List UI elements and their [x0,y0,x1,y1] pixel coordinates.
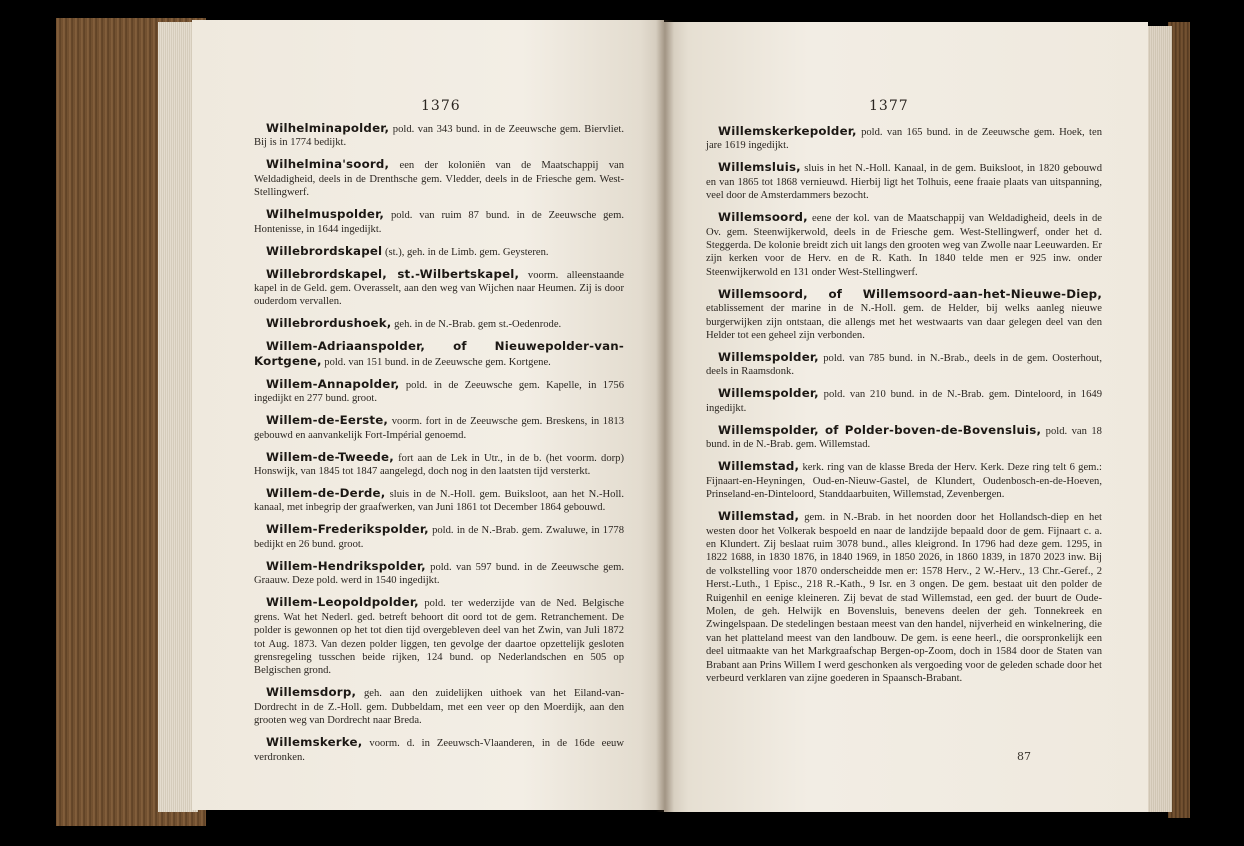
signature-mark: 87 [1017,750,1031,763]
entry-text: pold. van ruim 87 bund. in de Zeeuwsche gem. Hontenisse, in 1644 ingedijkt. [254,210,624,235]
entry-text: pold. van 18 bund. in de N.-Brab. gem. Willemstad. [706,425,1102,451]
dictionary-entry [706,510,1102,685]
entry-headword: Wilhelmuspolder, [266,207,385,222]
entry-headword: Willebrordskapel [266,243,383,258]
dictionary-entry [254,523,624,551]
entry-text: een der koloniën van de Maatschappij van Weldadigheid, deels in de Drenthsche gem. Vledder, deels in de Friesche gem. West-Stellingwerf. [254,160,624,199]
entry-headword: Willemsluis, [718,160,801,175]
entry-headword: Willem-de-Tweede, [266,449,394,464]
entry-headword: Willemskerke, [266,735,363,750]
entry-headword: Willem-Adriaanspolder, of Nieuwepolder-van-Kortgene, [254,339,624,368]
dictionary-entry [254,122,624,150]
entry-text: (st.), geh. in de Limb. gem. Geysteren. [382,246,549,258]
right-page-number: 1377 [869,98,909,114]
entry-text: kerk. ring van de klasse Breda der Herv. Kerk. Deze ring telt 6 gem.: Fijnaart-en-Heyningen, Oud-en-Nieuw-Gastel, de Klundert, Oudenbosch-en-de-Hoeven, Prinseland-en-Dinteloord, Standdaarbuiten, Willemstad, Zevenbergen. [706,462,1102,501]
entry-headword: Willem-de-Eerste, [266,413,389,428]
dictionary-entry [706,424,1102,452]
entry-text: pold. ter wederzijde van de Ned. Belgische grens. Wat het Nederl. ged. betreft behoort dit oord tot de gem. Retranchement. De polder is gewonnen op het tot dien tijd overgebleven deel van het Zwin, van Juli 1872 tot Aug. 1873. Van dezen polder liggen, ten gevolge der daartoe opzettelijk gesloten grensregeling tusschen beide rijken, 124 bund. op Nederlandschen en 505 op Belgischen grond. [254,598,624,677]
entry-text: voorm. alleenstaande kapel in de Geld. gem. Overasselt, aan den weg van Wijchen naar Heumen. Zij is door ouderdom vervallen. [254,269,624,308]
dictionary-entry [706,288,1102,343]
entry-text: gem. in N.-Brab. in het noorden door het Hollandsch-diep en het westen door het Volkerak bespoeld en naar de landzijde bepaald door de gem. Fijnaart c. a. en Klundert. Zij beslaat ruim 3078 bund., alles kleigrond. In 1796 had deze gem. 1295, in 1822 1688, in 1830 1876, in 1840 1969, in 1850 2026, in 1860 1839, in 1870 2023 inw. Bij de volkstelling voor 1870 onderscheidde men er: 1578 Herv., 2 W.-Herv., 13 Chr.-Geref., 2 Herst.-Luth., 1 Episc., 218 R.-Kath., 9 Isr. en 3 ongen. De gem. bestaat uit den polder de Ruigenhil en eenige kleineren. Zij bevat de stad Willemstad, een ged. der buurt de Oude-Molen, de geh. Helwijk en Bovensluis, benevens deelen der geh. Tonnekreek en Zwingelspaan. De stedelingen bestaan meest van den handel, nijverheid en winkelnering, die van het platteland meest van den landbouw. De gem. is eene heerl., die oorspronkelijk een deel uitmaakte van het Markgraafschap Bergen-op-Zoom, doch in 1584 door de Staten van Brabant aan Prins Willem I werd geschonken als vergoeding voor de geleden schade door het verbeurd verklaren van zijne goederen in Spaansch-Brabant. [706,512,1102,684]
dictionary-entry [254,340,624,369]
entry-headword: Willemspolder, of Polder-boven-de-Bovensluis, [718,422,1042,437]
entry-headword: Willem-Hendrikspolder, [266,558,426,573]
entry-headword: Willemsoord, of Willemsoord-aan-het-Nieuwe-Diep, [718,286,1102,301]
book-gutter [656,20,674,812]
entry-headword: Willemstad, [718,459,800,474]
entry-text: voorm. fort in de Zeeuwsche gem. Breskens, in 1813 gebouwd en aanvankelijk Fort-Impérial genoemd. [254,416,624,441]
dictionary-entry [254,317,624,331]
entry-headword: Willem-Leopoldpolder, [266,595,419,610]
entry-text: voorm. d. in Zeeuwsch-Vlaanderen, in de 16de eeuw verdronken. [254,738,624,763]
entry-headword: Willebrordushoek, [266,316,392,331]
entry-headword: Willemspolder, [718,350,819,365]
dictionary-entry [254,686,624,727]
left-page-number: 1376 [421,98,461,114]
dictionary-entry [254,560,624,588]
dictionary-entry [254,208,624,236]
entry-headword: Willemsoord, [718,210,808,225]
entry-text: pold. van 343 bund. in de Zeeuwsche gem. Biervliet. Bij is in 1774 bedijkt. [254,124,624,149]
entry-text: eene der kol. van de Maatschappij van Weldadigheid, deels in de Ov. gem. Steenwijkerwold, deels in de Friesche gem. West-Stellingwerf, onder het d. Steggerda. De kolonie breidt zich uit langs den grooten weg van Zwolle naar Leeuwarden. Er zijn kerken voor de Herv. en de R. Kath. In 1840 telde men er 925 inw. onder Steenwijkerwold en 131 onder West-Stellingwerf. [706,213,1102,278]
entry-headword: Wilhelmina'soord, [266,157,390,172]
entry-headword: Willemsdorp, [266,685,357,700]
entry-text: pold. van 151 bund. in de Zeeuwsche gem. Kortgene. [321,356,551,368]
entry-text: sluis in het N.-Holl. Kanaal, in de gem. Buiksloot, in 1820 gebouwd en van 1865 tot 1868 vernieuwd. Hierbij ligt het Tolhuis, eene fraaie plaats van uitspanning, veel door de Amsterdammers bezocht. [706,163,1102,202]
dictionary-entry [254,268,624,309]
dictionary-entry [254,451,624,479]
right-page-stack [1146,26,1172,812]
dictionary-entry [706,460,1102,501]
dictionary-entry [706,125,1102,153]
entry-text: geh. aan den zuidelijken uithoek van het Eiland-van-Dordrecht in de Z.-Holl. gem. Dubbeldam, met een veer op den Moerdijk, aan den grooten weg van Dordrecht naar Breda. [254,688,624,727]
entry-headword: Willemspolder, [718,386,819,401]
dictionary-entry [706,351,1102,379]
entry-headword: Willemstad, [718,509,800,524]
dictionary-entry [254,245,624,259]
dictionary-entry [706,161,1102,202]
entry-headword: Willemskerkepolder, [718,124,857,138]
entry-text: pold. in de Zeeuwsche gem. Kapelle, in 1756 ingedijkt en 277 bund. groot. [254,379,624,405]
entry-headword: Willem-de-Derde, [266,486,386,501]
right-page-column [706,125,1102,685]
entry-text: pold. van 210 bund. in de N.-Brab. gem. Dinteloord, in 1649 ingedijkt. [706,389,1102,414]
dictionary-entry [706,211,1102,279]
entry-text: etablissement der marine in de N.-Holl. gem. de Helder, bij welks aanleg nieuwe burgerwijken zijn ontstaan, die allengs met het westwaarts van daar gelegen deel van den Helder tot een geheel zijn verbonden. [706,303,1102,342]
entry-text: sluis in de N.-Holl. gem. Buiksloot, aan het N.-Holl. kanaal, met inbegrip der graafwerken, van Juni 1861 tot December 1864 gebouwd. [254,489,624,514]
entry-text: pold. in de N.-Brab. gem. Zwaluwe, in 1778 bedijkt en 26 bund. groot. [254,525,624,550]
dictionary-entry [254,378,624,406]
entry-headword: Wilhelminapolder, [266,121,390,135]
entry-headword: Willebrordskapel, st.-Wilbertskapel, [266,266,520,281]
dictionary-entry [254,596,624,677]
entry-headword: Willem-Annapolder, [266,376,400,391]
left-page-column [254,122,624,764]
dictionary-entry [706,387,1102,415]
entry-text: pold. van 165 bund. in de Zeeuwsche gem. Hoek, ten jare 1619 ingedijkt. [706,127,1102,152]
entry-text: geh. in de N.-Brab. gem st.-Oedenrode. [391,319,562,331]
dictionary-entry [254,487,624,515]
entry-headword: Willem-Frederikspolder, [266,522,429,537]
entry-text: fort aan de Lek in Utr., in de b. (het voorm. dorp) Honswijk, van 1845 tot 1847 aangelegd, doch nog in den laatsten tijd versterkt. [254,452,624,478]
dictionary-entry [254,736,624,764]
dictionary-entry [254,158,624,199]
dictionary-entry [254,414,624,442]
entry-text: pold. van 785 bund. in N.-Brab., deels in de gem. Oosterhout, deels in Raamsdonk. [706,353,1102,378]
entry-text: pold. van 597 bund. in de Zeeuwsche gem. Graauw. Deze pold. werd in 1540 ingedijkt. [254,561,624,587]
